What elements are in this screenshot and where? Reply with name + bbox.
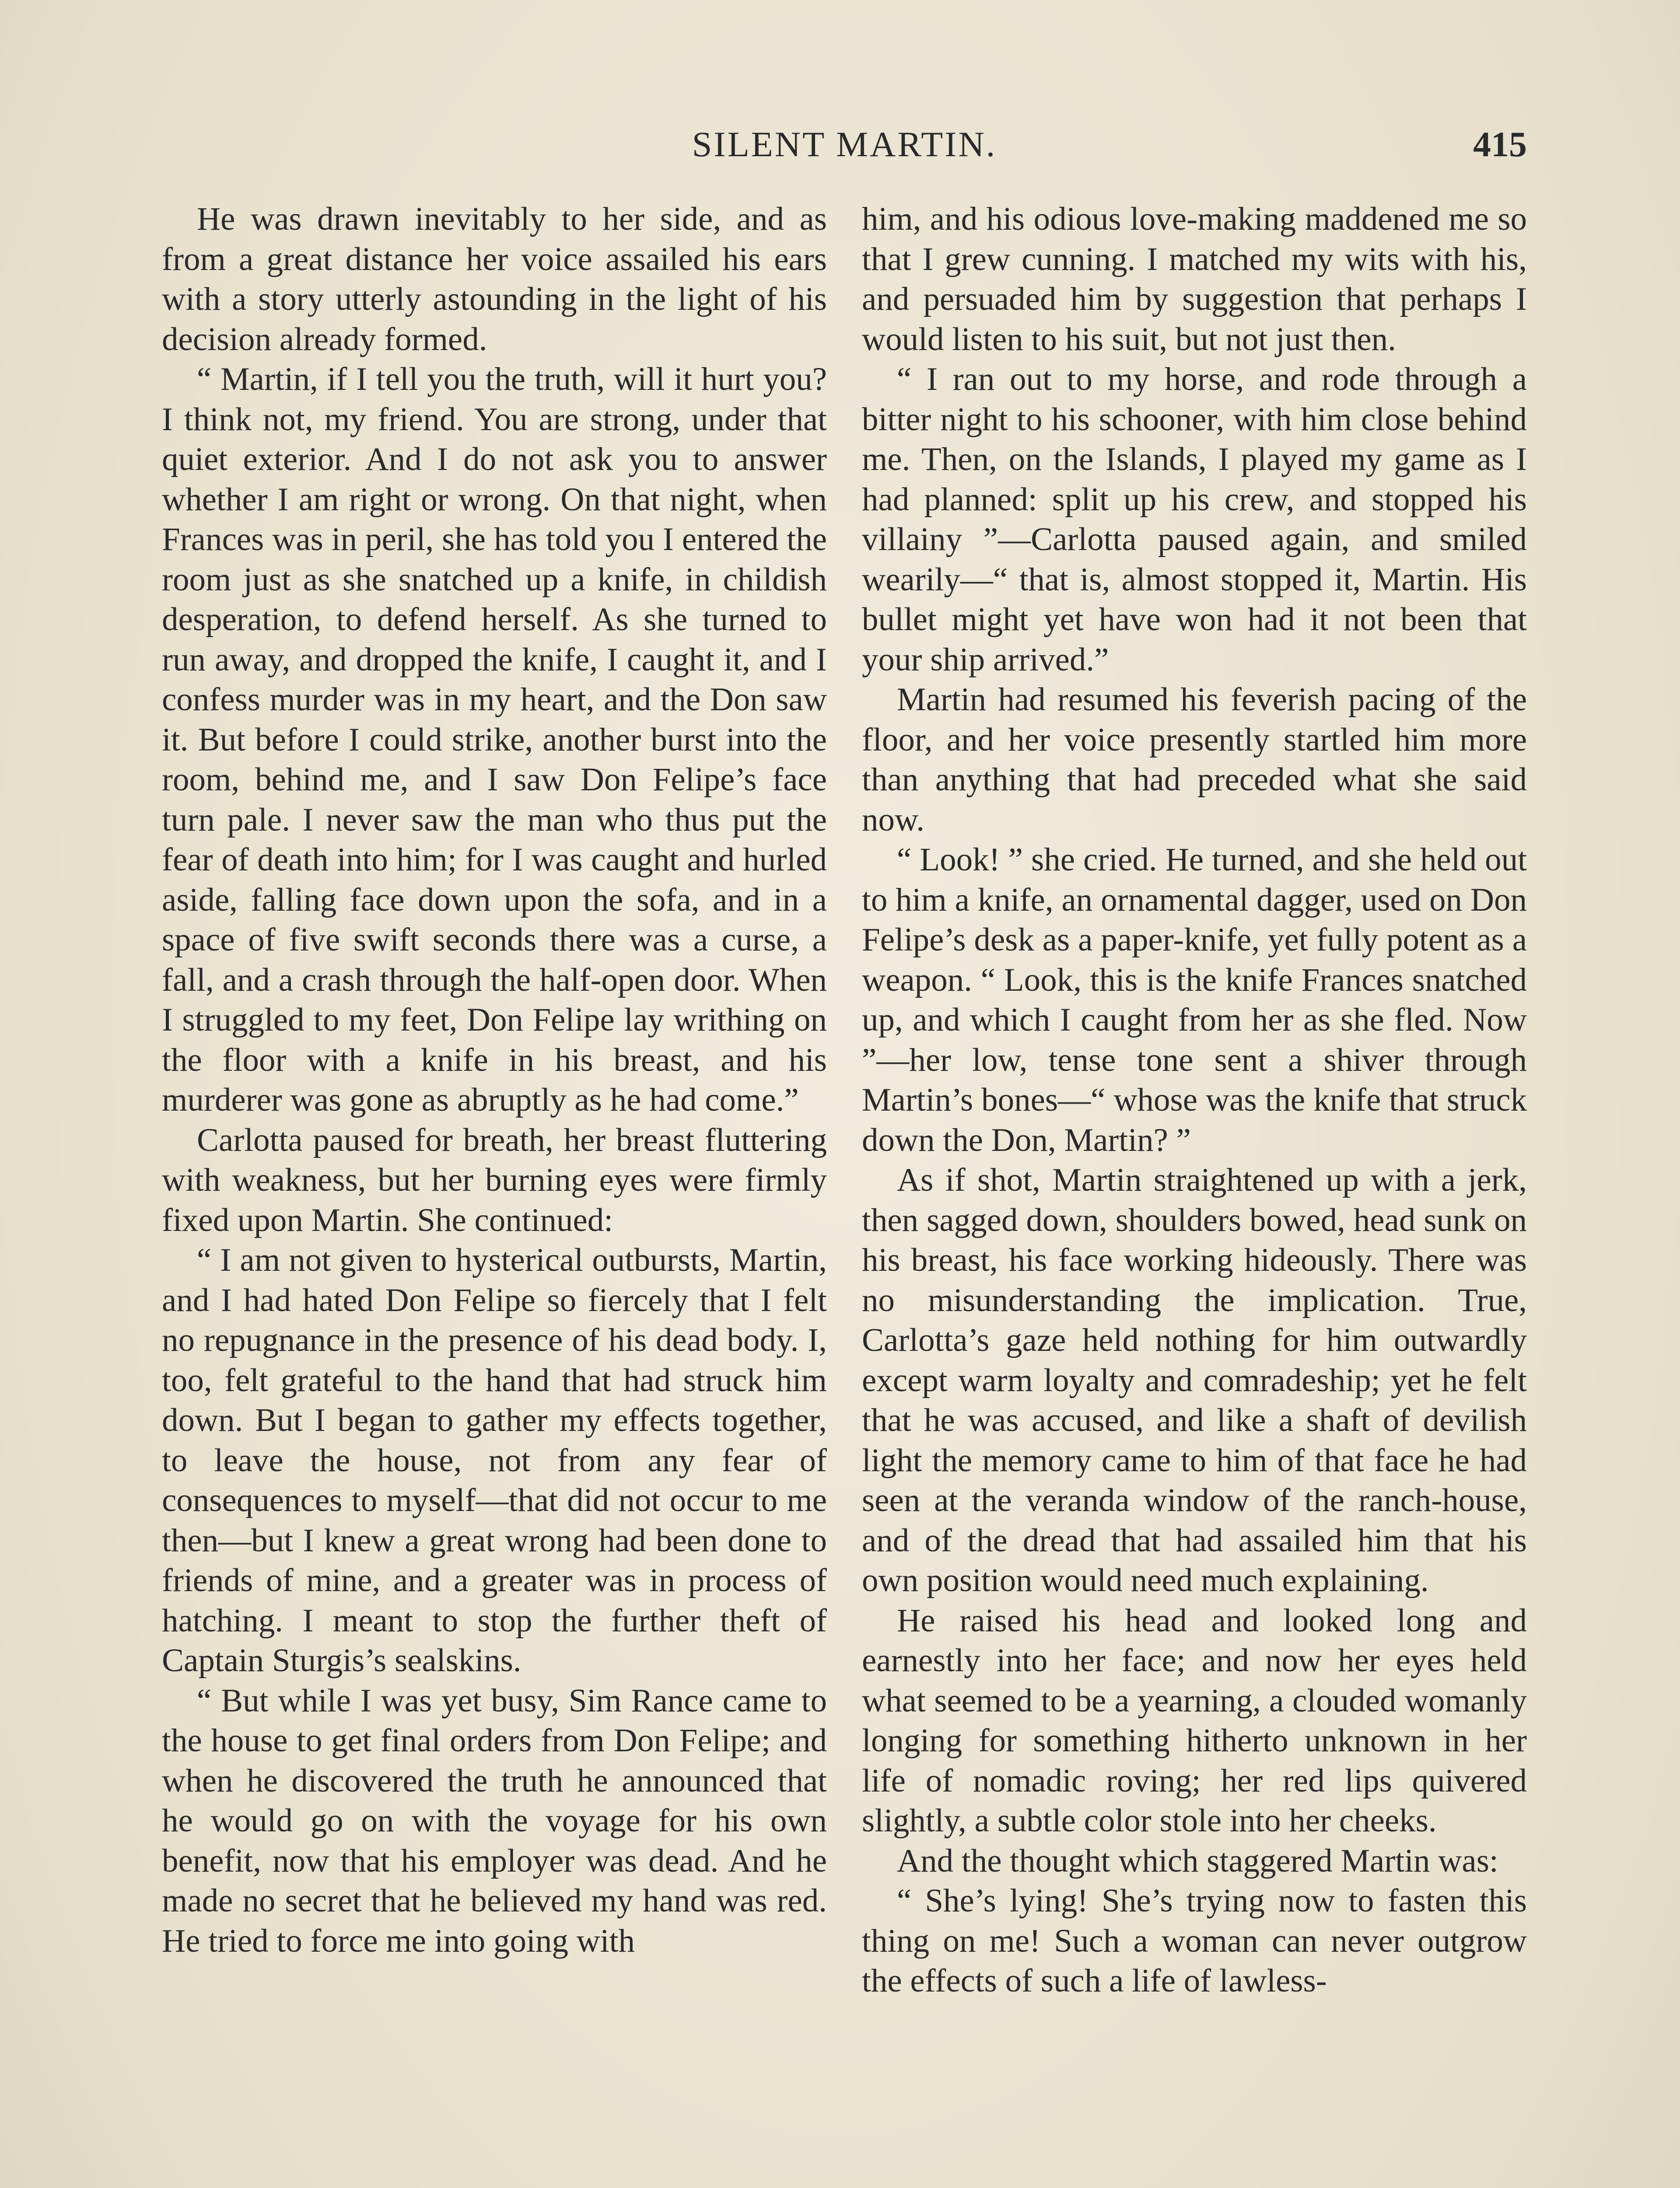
text-columns (162, 199, 1527, 2188)
page-number: 415 (1473, 124, 1527, 164)
paragraph: And the thought which staggered Martin was: (897, 1842, 1498, 1879)
running-title: SILENT MARTIN. (692, 124, 997, 164)
paragraph: him, and his odious love-making maddened me so that I grew cunning. I matched my wits with his, and persuaded him by suggestion that perhaps I would listen to his suit, but not just then. (862, 201, 1527, 358)
paragraph: Martin had resumed his feverish pacing of the floor, and her voice presently startled him more than anything that had preceded what she said now. (862, 681, 1527, 838)
paragraph: He was drawn inevitably to her side, and as from a great distance her voice assailed his ears with a story utterly astounding in the light of his decision already formed. (162, 201, 827, 358)
paragraph: “ I ran out to my horse, and rode through a bitter night to his schooner, with him close behind me. Then, on the Islands, I played my game as I had planned: split up his crew, and stopped his villainy ”—Carlotta paused again, and smiled wearily—“ that is, almost stopped it, Martin. His bullet might yet have won had it not been that your ship arrived.” (862, 361, 1527, 678)
running-head (162, 120, 1527, 168)
paragraph: “ Martin, if I tell you the truth, will it hurt you? I think not, my friend. You are strong, under that quiet exterior. And I do not ask you to answer whether I am right or wrong. On that night, when Frances was in peril, she has told you I entered the room just as she snatched up a knife, in childish desperation, to defend herself. As she turned to run away, and dropped the knife, I caught it, and I confess murder was in my heart, and the Don saw it. But before I could strike, another burst into the room, behind me, and I saw Don Felipe’s face turn pale. I never saw the man who thus put the fear of death into him; for I was caught and hurled aside, falling face down upon the sofa, and in a space of five swift seconds there was a curse, a fall, and a crash through the half-open door. When I struggled to my feet, Don Felipe lay writhing on the floor with a knife in his breast, and his murderer was gone as abruptly as he had come.” (162, 361, 827, 1118)
right-column (862, 199, 1527, 2188)
paragraph: He raised his head and looked long and earnestly into her face; and now her eyes held what seemed to be a yearning, a clouded womanly longing for something hitherto unknown in her life of nomadic roving; her red lips quivered slightly, a subtle color stole into her cheeks. (862, 1602, 1527, 1839)
paragraph: “ But while I was yet busy, Sim Rance came to the house to get final orders from Don Felipe; and when he discovered the truth he announced that he would go on with the voyage for his own benefit, now that his employer was dead. And he made no secret that he believed my hand was red. He tried to force me into going with (162, 1682, 827, 1959)
paragraph: “ I am not given to hysterical outbursts, Martin, and I had hated Don Felipe so fiercely that I felt no repugnance in the presence of his dead body. I, too, felt grateful to the hand that had struck him down. But I began to gather my effects together, to leave the house, not from any fear of consequences to myself—that did not occur to me then—but I knew a great wrong had been done to friends of mine, and a greater was in process of hatching. I meant to stop the further theft of Captain Sturgis’s sealskins. (162, 1242, 827, 1679)
left-column (162, 199, 827, 2188)
paragraph: As if shot, Martin straightened up with a jerk, then sagged down, shoulders bowed, head sunk on his breast, his face working hideously. There was no misunderstanding the implication. True, Carlotta’s gaze held nothing for him outwardly except warm loyalty and comradeship; yet he felt that he was accused, and like a shaft of devilish light the memory came to him of that face he had seen at the veranda window of the ranch-house, and of the dread that had assailed him that his own position would need much explaining. (862, 1162, 1527, 1599)
paragraph: “ She’s lying! She’s trying now to fasten this thing on me! Such a woman can never outgrow the effects of such a life of lawless- (862, 1883, 1527, 1999)
paragraph: Carlotta paused for breath, her breast fluttering with weakness, but her burning eyes were firmly fixed upon Martin. She continued: (162, 1122, 827, 1238)
paragraph: “ Look! ” she cried. He turned, and she held out to him a knife, an ornamental dagger, used on Don Felipe’s desk as a paper-knife, yet fully potent as a weapon. “ Look, this is the knife Frances snatched up, and which I caught from her as she fled. Now ”—her low, tense tone sent a shiver through Martin’s bones—“ whose was the knife that struck down the Don, Martin? ” (862, 842, 1527, 1158)
